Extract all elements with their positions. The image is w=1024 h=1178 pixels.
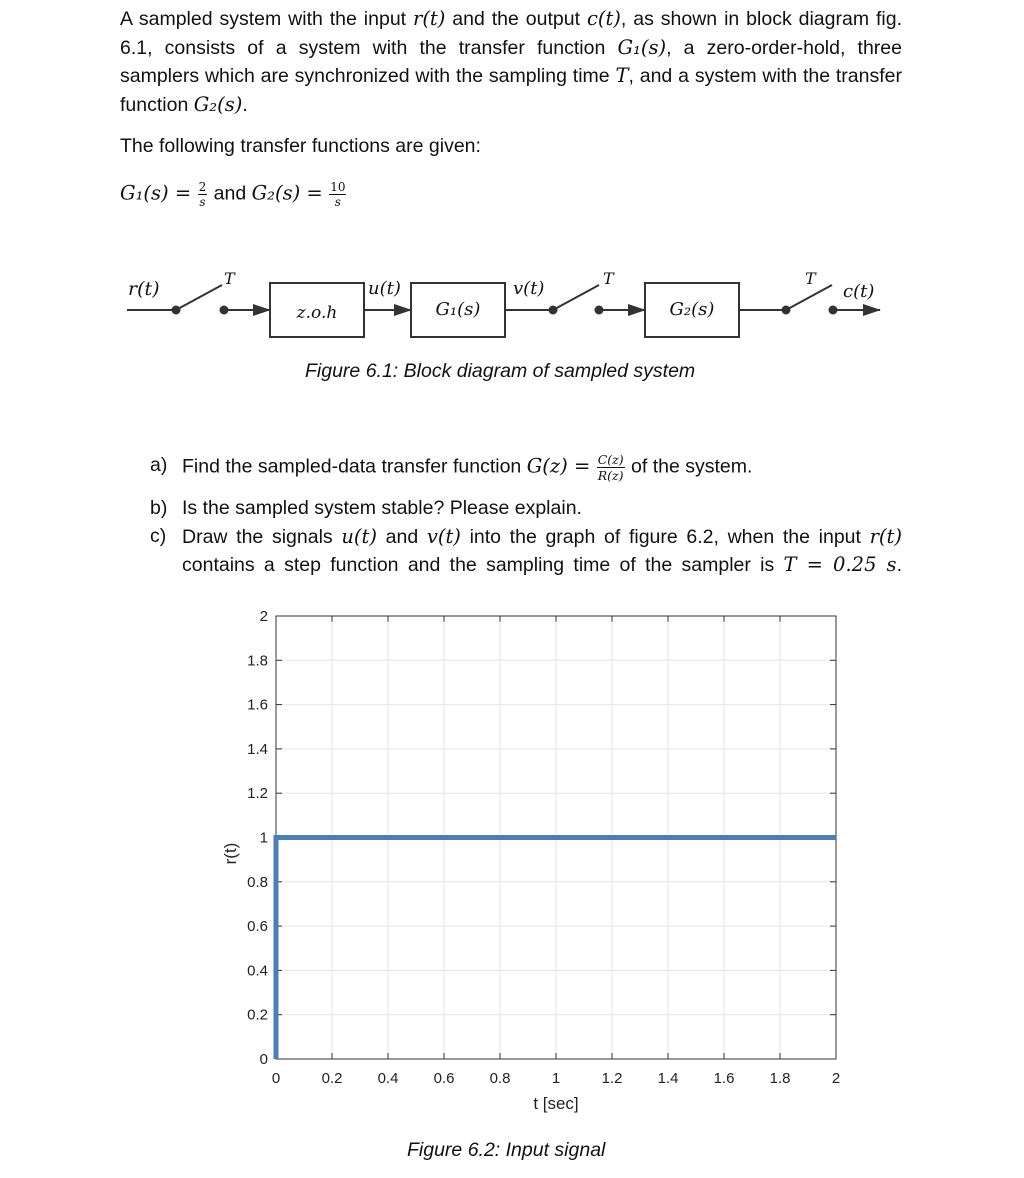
g1-fraction — [198, 180, 208, 209]
sampler-2-pivot — [549, 306, 558, 315]
sampler-3-contact — [829, 306, 838, 315]
input-label: r(t) — [128, 278, 160, 300]
question-c-text-5: . — [896, 554, 902, 577]
y-tick-label: 0.6 — [247, 918, 268, 936]
sampler-1-label: T — [224, 269, 235, 288]
zoh-label: z.o.h — [296, 303, 338, 323]
y-tick-label: 0.4 — [247, 962, 268, 980]
g2-symbol: G₂(s) — [193, 92, 243, 116]
question-c-r: r(t) — [869, 524, 902, 548]
g2-lhs: G₂(s) = — [251, 181, 323, 205]
y-tick-label: 0.2 — [247, 1006, 268, 1024]
x-tick-label: 0.6 — [433, 1070, 455, 1087]
g2-fraction — [329, 180, 346, 209]
question-c-u: u(t) — [341, 524, 377, 548]
sampler-1-switch — [176, 285, 222, 310]
intro-text-3: , as shown in block diagram fig. 6.1, consists of a system with the transfer function — [120, 8, 902, 59]
figure-6-1-caption: Figure 6.1: Block diagram of sampled system — [305, 360, 696, 382]
y-axis-label: r(t) — [221, 842, 240, 865]
intro-paragraph — [120, 5, 902, 119]
question-c — [150, 523, 902, 580]
sampler-1-contact — [220, 306, 229, 315]
question-c-text-1: Draw the signals — [182, 525, 342, 548]
question-b-text: Is the sampled system stable? Please explain. — [182, 497, 582, 519]
x-tick-label: 0.2 — [321, 1070, 343, 1087]
question-b — [150, 495, 902, 523]
question-a-text-2: of the system. — [625, 455, 753, 478]
question-list — [150, 452, 902, 580]
sampler-1-pivot — [172, 306, 181, 315]
y-tick-label: 0.8 — [247, 873, 268, 891]
x-tick-label: 1.4 — [657, 1070, 679, 1087]
question-a-gz: G(z) = — [526, 454, 591, 478]
block-diagram — [0, 255, 1024, 355]
question-a-label: a) — [150, 454, 168, 476]
x-tick-label: 2 — [831, 1070, 841, 1087]
question-a-fraction — [597, 452, 625, 483]
x-tick-label: 1.2 — [601, 1070, 623, 1087]
v-label: v(t) — [513, 278, 545, 299]
g2-denominator: s — [334, 195, 341, 209]
y-tick-label: 0 — [259, 1051, 268, 1068]
transfer-function-formula — [120, 180, 347, 216]
g1-label: G₁(s) — [435, 299, 481, 320]
x-tick-label: 1.8 — [769, 1070, 791, 1087]
sampler-3-switch — [786, 285, 832, 310]
question-c-label: c) — [150, 524, 167, 547]
question-c-text-2: and — [376, 525, 427, 548]
sampler-2-contact — [595, 306, 604, 315]
g1-symbol: G₁(s) — [617, 35, 667, 59]
y-tick-label: 1.6 — [247, 696, 268, 714]
g2-numerator: 10 — [330, 180, 346, 194]
question-c-text-3: into the graph of figure 6.2, when the input — [460, 525, 870, 548]
g1-lhs: G₁(s) = — [120, 181, 192, 205]
u-label: u(t) — [368, 278, 401, 299]
y-tick-label: 2 — [259, 608, 268, 625]
y-tick-label: 1 — [259, 829, 268, 847]
sampler-3-pivot — [782, 306, 791, 315]
x-tick-label: 0 — [271, 1070, 281, 1087]
y-tick-label: 1.8 — [247, 652, 268, 670]
y-tick-label: 1.4 — [247, 740, 268, 758]
g1-denominator: s — [199, 195, 206, 209]
question-b-label: b) — [150, 497, 168, 519]
g1-numerator: 2 — [198, 180, 207, 194]
x-tick-label: 0.8 — [489, 1070, 511, 1087]
given-heading: The following transfer functions are given: — [120, 135, 481, 157]
question-c-v: v(t) — [426, 524, 461, 548]
output-symbol: c(t) — [586, 7, 621, 30]
question-c-line-2 — [182, 551, 902, 580]
y-tick-label: 1.2 — [247, 785, 268, 803]
intro-text-1: A sampled system with the input — [120, 8, 413, 30]
sampling-time-symbol: T — [615, 64, 629, 88]
sampler-2-switch — [553, 285, 599, 310]
input-symbol: r(t) — [413, 7, 446, 30]
question-c-sampling-time: T = 0.25 s — [783, 553, 897, 577]
x-axis-label: t [sec] — [533, 1094, 579, 1113]
question-c-text-4: contains a step function and the sampling time of the sampler is — [182, 554, 784, 577]
intro-text-5: , and a system with the transfer function — [120, 65, 903, 116]
sampler-2-label: T — [603, 269, 614, 288]
intro-text-6: . — [242, 93, 248, 116]
figure-6-2-caption: Figure 6.2: Input signal — [407, 1139, 606, 1161]
and-word: and — [213, 182, 247, 205]
x-tick-label: 0.4 — [377, 1070, 399, 1087]
x-tick-label: 1 — [551, 1070, 561, 1087]
output-label: c(t) — [843, 281, 875, 302]
question-a-text-1: Find the sampled-data transfer function — [182, 455, 527, 478]
question-a-denominator: R(z) — [597, 468, 624, 483]
input-signal-chart — [200, 600, 860, 1120]
intro-text-2: and the output — [445, 8, 587, 30]
question-a — [150, 452, 902, 483]
g2-label: G₂(s) — [669, 299, 715, 320]
sampler-3-label: T — [805, 269, 816, 288]
intro-text-4: , a zero-order-hold, three samplers which are synchronized with the sampling time — [120, 36, 902, 88]
question-a-numerator: C(z) — [597, 452, 624, 467]
x-tick-label: 1.6 — [713, 1070, 735, 1087]
